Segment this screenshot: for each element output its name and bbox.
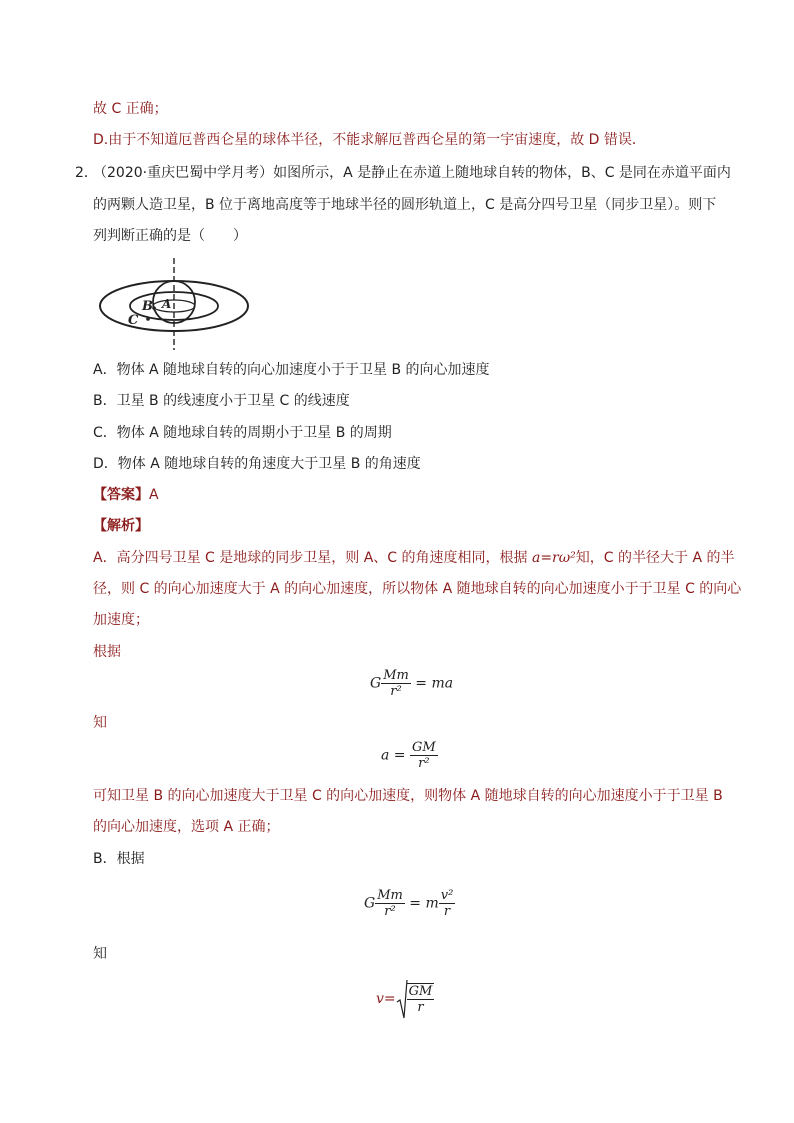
zhi-label-1: 知	[93, 715, 107, 731]
d-wrong-line: D.由于不知道厄普西仑星的球体半径，不能求解厄普西仑星的第一宇宙速度，故 D 错误．	[93, 132, 646, 148]
fraction-numerator: v²	[440, 888, 454, 903]
fraction-numerator: Mm	[383, 668, 409, 683]
formula-fraction-1	[375, 888, 405, 919]
inline-formula-a-rw2: a=rω²	[531, 550, 576, 566]
analysis-a-line-1	[93, 548, 734, 568]
fraction-denominator: r²	[384, 904, 396, 919]
analysis-a-line-2: 径，则 C 的向心加速度大于 A 的向心加速度，所以物体 A 随地球自转的向心加速度小于于卫星 C 的向心	[93, 581, 742, 597]
option-a: A．物体 A 随地球自转的向心加速度小于于卫星 B 的向心加速度	[93, 362, 490, 378]
fraction-denominator: r	[417, 1000, 424, 1015]
label-a: A	[162, 297, 172, 311]
analysis-b-line-2: 的向心加速度，选项 A 正确；	[93, 819, 280, 835]
answer-label: 【答案】	[93, 487, 149, 503]
option-c: C．物体 A 随地球自转的周期小于卫星 B 的周期	[93, 425, 392, 441]
label-b: B	[142, 299, 153, 314]
formula-v-sqrt	[376, 978, 434, 1020]
option-b: B．卫星 B 的线速度小于卫星 C 的线速度	[93, 393, 350, 409]
fraction-numerator: GM	[408, 984, 433, 999]
question-line-1: （2020·重庆巴蜀中学月考）如图所示，A 是静止在赤道上随地球自转的物体，B、C 是同在赤道平面内	[93, 165, 731, 181]
formula-eq: = m	[404, 895, 439, 912]
fraction-numerator: GM	[411, 740, 436, 755]
formula-gravity-centripetal	[364, 888, 455, 919]
formula-gravity-ma	[370, 668, 453, 699]
answer-value: A	[149, 487, 159, 503]
orbit-diagram	[96, 256, 266, 352]
formula-lhs: v=	[376, 991, 396, 1007]
question-line-2: 的两颗人造卫星，B 位于离地高度等于地球半径的圆形轨道上，C 是高分四号卫星（同步卫星）。则下	[93, 197, 717, 213]
formula-lhs: a =	[381, 747, 410, 764]
analysis-label: 【解析】	[93, 518, 149, 534]
option-d: D．物体 A 随地球自转的角速度大于卫星 B 的角速度	[93, 456, 421, 472]
fraction-denominator: r	[443, 904, 451, 919]
fraction-denominator: r²	[418, 756, 430, 771]
formula-fraction	[381, 668, 411, 699]
zhi-label-2: 知	[93, 946, 107, 962]
formula-g: G	[364, 895, 376, 912]
question-line-3: 列判断正确的是（ ）	[93, 228, 247, 244]
question-number: 2．	[75, 165, 98, 181]
c-correct-line: 故 C 正确；	[93, 101, 168, 117]
analysis-b-line-1: 可知卫星 B 的向心加速度大于卫星 C 的向心加速度，则物体 A 随地球自转的向心加速度小于于卫星 B	[93, 788, 723, 804]
fraction-denominator: r²	[390, 684, 402, 699]
analysis-a-text-post: 知，C 的半径大于 A 的半	[575, 550, 735, 566]
answer-line	[93, 485, 159, 505]
fraction-numerator: Mm	[377, 888, 403, 903]
formula-fraction	[407, 983, 435, 1015]
point-c	[146, 317, 150, 321]
formula-rhs: = ma	[410, 675, 454, 692]
formula-g: G	[370, 675, 382, 692]
b-genju-label: B．根据	[93, 851, 145, 867]
formula-fraction-2	[439, 888, 456, 919]
analysis-a-text-pre: A．高分四号卫星 C 是地球的同步卫星，则 A、C 的角速度相同，根据	[93, 550, 532, 566]
label-c: C	[128, 313, 139, 328]
genju-label: 根据	[93, 644, 121, 660]
formula-fraction	[410, 740, 438, 771]
analysis-a-line-3: 加速度；	[93, 612, 149, 628]
formula-a-gm	[381, 740, 438, 771]
